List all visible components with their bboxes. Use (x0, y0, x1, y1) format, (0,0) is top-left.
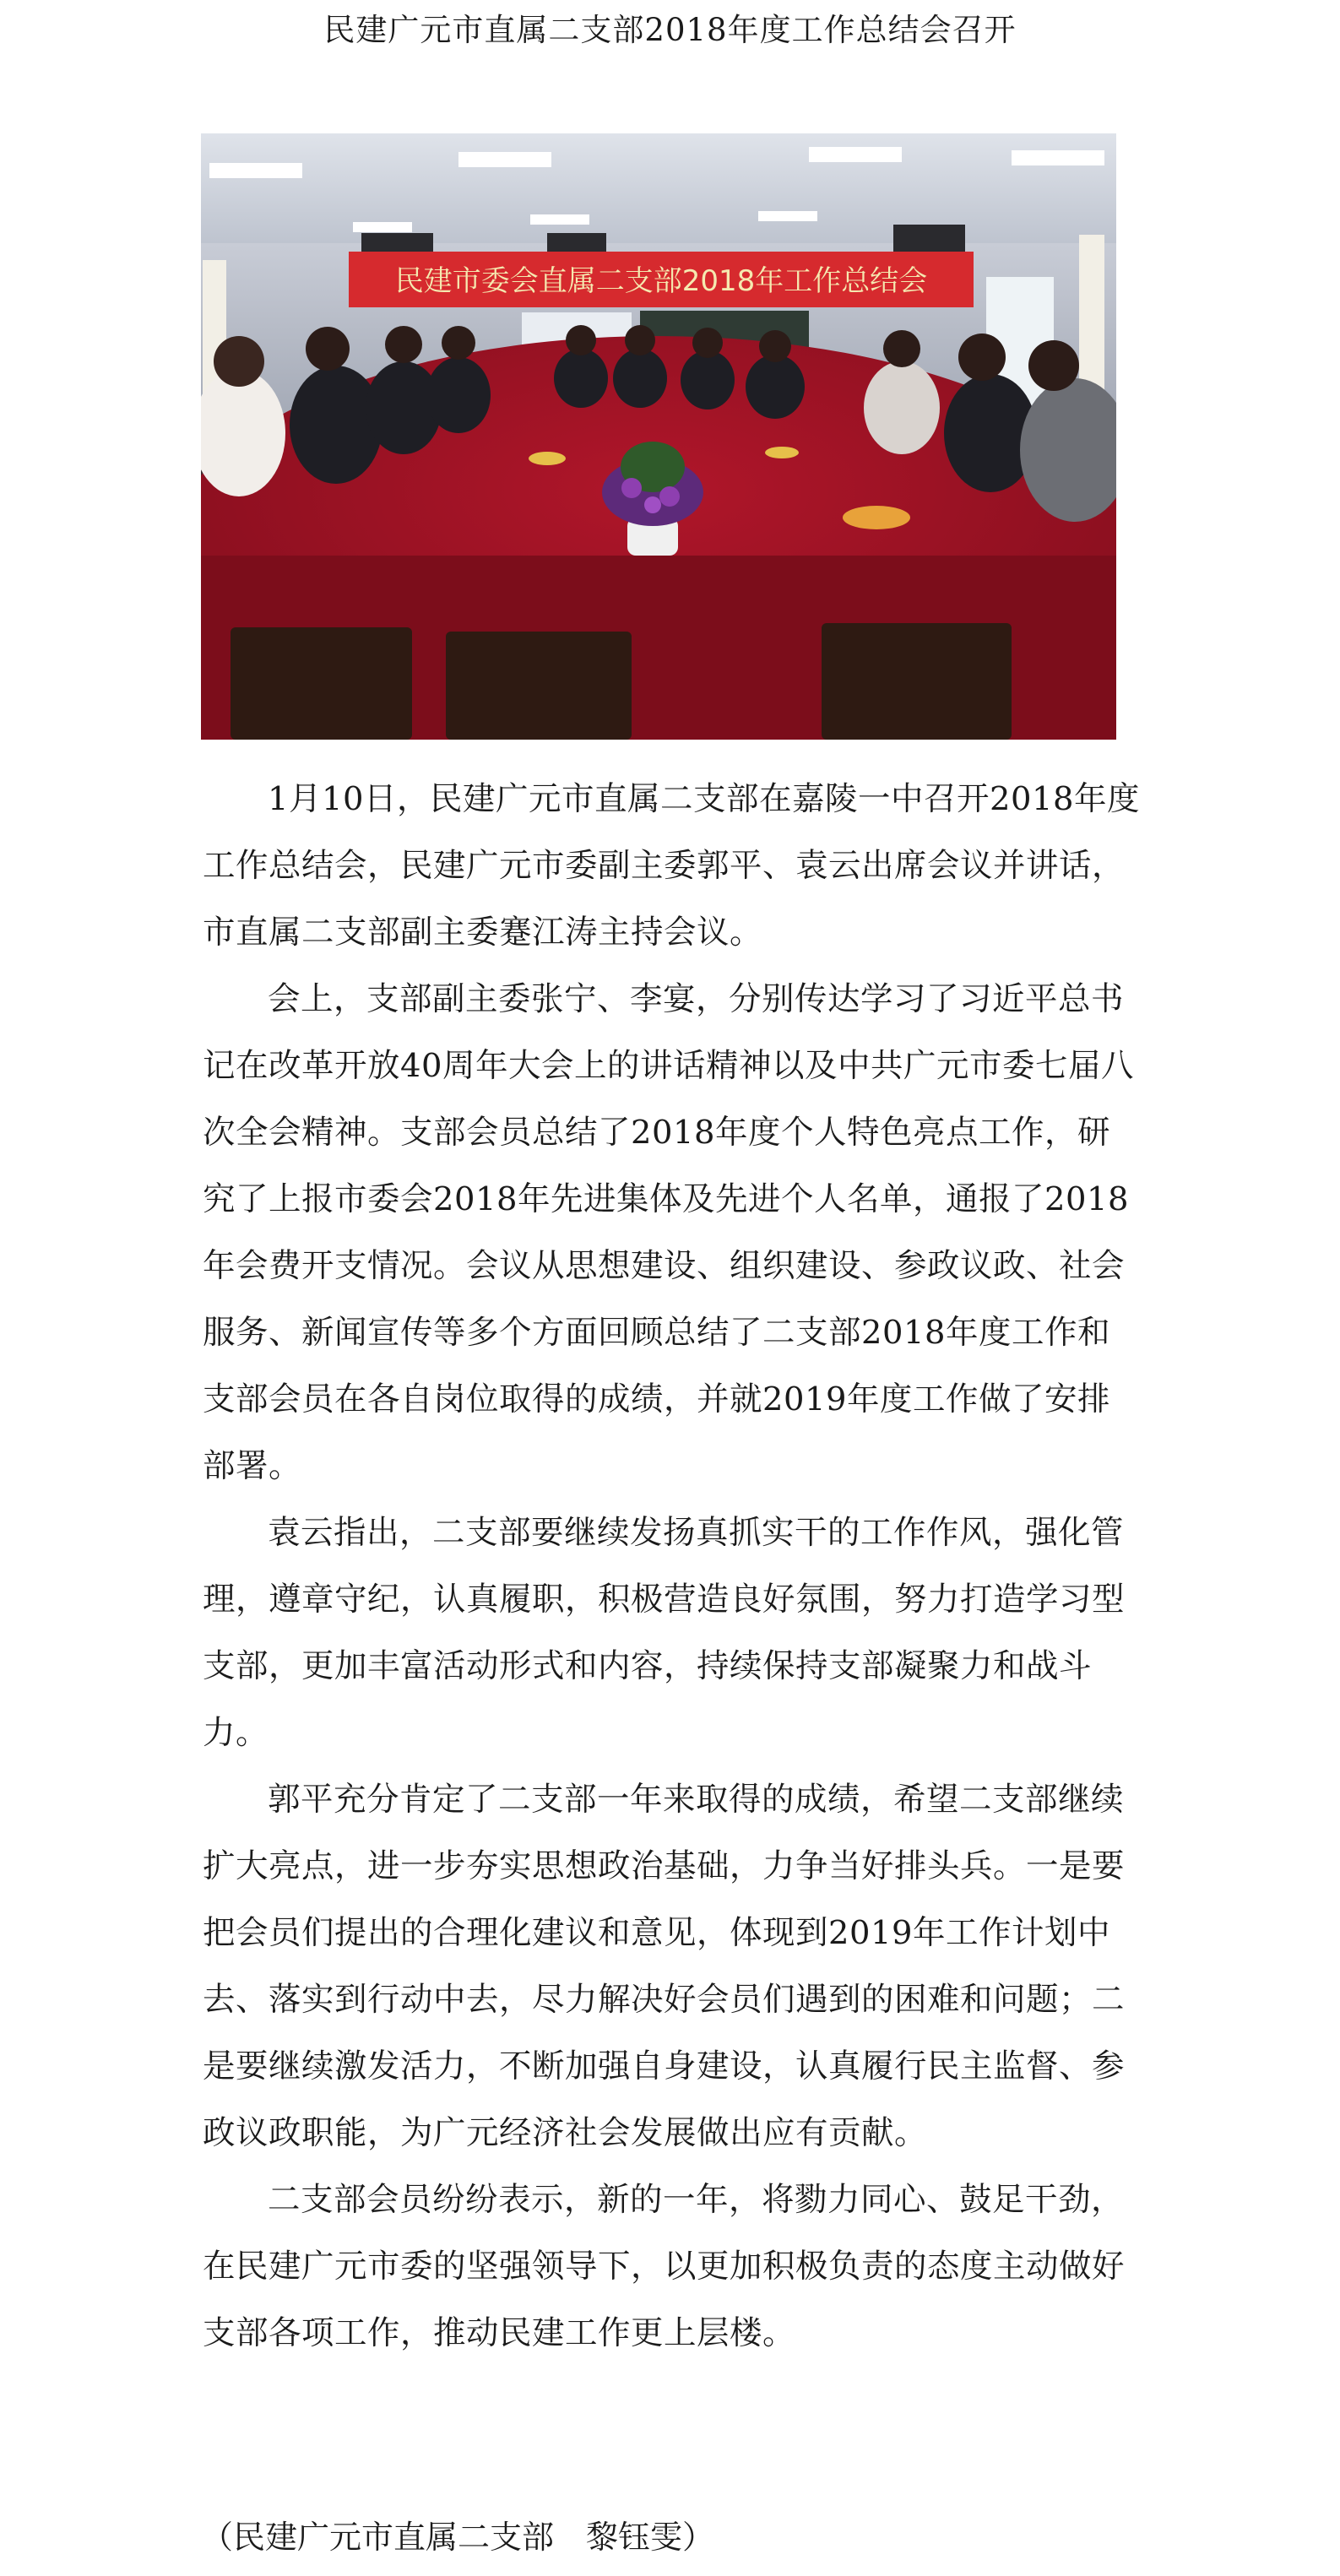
paragraph: 郭平充分肯定了二支部一年来取得的成绩，希望二支部继续扩大亮点，进一步夯实思想政治基础，力争当好排头兵。一是要把会员们提出的合理化建议和意见，体现到2019年工作计划中去、落实到行动中去，尽力解决好会员们遇到的困难和问题；二是要继续激发活力，不断加强自身建设，认真履行民主监督、参政议政职能，为广元经济社会发展做出应有贡献。 (203, 1781, 1126, 2152)
ceiling-light (809, 147, 902, 162)
ceiling (201, 133, 1116, 260)
paragraph: 袁云指出，二支部要继续发扬真抓实干的工作作风，强化管理，遵章守纪，认真履职，积极营造良好氛围，努力打造学习型支部，更加丰富活动形式和内容，持续保持支部凝聚力和战斗力。 (203, 1514, 1126, 1752)
ceiling-light (458, 152, 551, 167)
banner-text: 民建市委会直属二支部2018年工作总结会 (394, 264, 928, 298)
fruit-plate (529, 452, 566, 465)
ceiling-light (530, 214, 589, 225)
chairs (231, 623, 1012, 740)
paragraph: 1月10日，民建广元市直属二支部在嘉陵一中召开2018年度工作总结会，民建广元市委副主委郭平、袁云出席会议并讲话，市直属二支部副主委蹇江涛主持会议。 (203, 780, 1140, 952)
ceiling-light (209, 163, 302, 178)
ceiling-light (353, 222, 412, 232)
paragraph: 二支部会员纷纷表示，新的一年，将勠力同心、鼓足干劲，在民建广元市委的坚强领导下，以更加积极负责的态度主动做好支部各项工作，推动民建工作更上层楼。 (203, 2181, 1126, 2352)
article-body (203, 766, 1140, 2367)
fruit-plate (843, 506, 910, 529)
paragraph: 会上，支部副主委张宁、李宴，分别传达学习了习近平总书记在改革开放40周年大会上的讲话精神以及中共广元市委七届八次全会精神。支部会员总结了2018年度个人特色亮点工作，研究了上报市委会2018年先进集体及先进个人名单，通报了2018年会费开支情况。会议从思想建设、组织建设、参政议政、社会服务、新闻宣传等多个方面回顾总结了二支部2018年度工作和支部会员在各自岗位取得的成绩，并就2019年度工作做了安排部署。 (203, 980, 1134, 1485)
author-signature: （民建广元市直属二支部 黎钰雯） (201, 2519, 715, 2556)
fruit-plate (765, 447, 799, 458)
article-title: 民建广元市直属二支部2018年度工作总结会召开 (323, 12, 1017, 48)
ceiling-light (758, 211, 817, 221)
meeting-photo (201, 133, 1116, 740)
ceiling-light (1012, 150, 1104, 165)
